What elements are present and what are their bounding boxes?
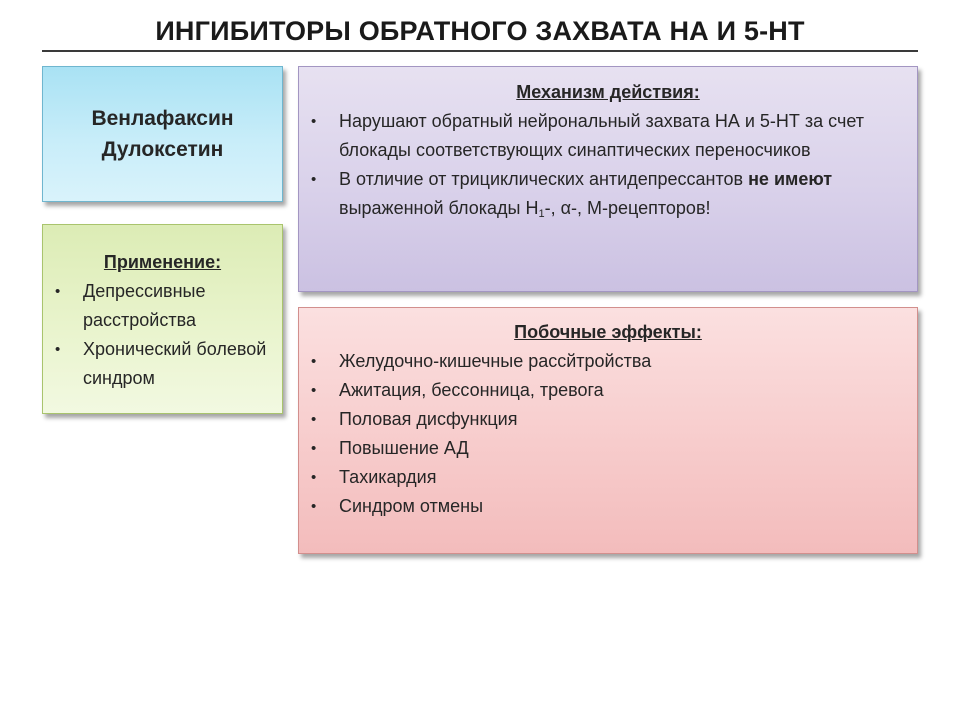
drug-name-duloxetine: Дулоксетин <box>101 138 224 161</box>
application-item-text: Хронический болевой синдром <box>83 339 267 388</box>
bullet-icon: • <box>311 382 317 399</box>
list-item <box>43 277 282 335</box>
mechanism-item-text-end: -, α-, М-рецепторов! <box>544 198 711 218</box>
application-heading: Применение: <box>103 252 222 272</box>
bullet-icon: • <box>311 171 317 188</box>
side-effects-list <box>299 347 917 521</box>
application-item-text: Депрессивные расстройства <box>83 281 206 330</box>
list-item <box>299 463 917 492</box>
mechanism-item-text-start: В отличие от трициклических антидепрессантов <box>339 169 749 189</box>
side-effect-text: Половая дисфункция <box>339 409 518 429</box>
bullet-icon: • <box>311 498 317 515</box>
side-effect-text: Повышение АД <box>339 438 469 458</box>
application-list <box>43 277 282 393</box>
mechanism-list <box>299 107 917 223</box>
title-divider <box>42 50 918 52</box>
side-effect-text: Ажитация, бессонница, тревога <box>339 380 604 400</box>
list-item <box>299 107 901 165</box>
bullet-icon: • <box>311 411 317 428</box>
bullet-icon: • <box>55 341 61 358</box>
slide-title: ИНГИБИТОРЫ ОБРАТНОГО ЗАХВАТА НА И 5-НТ <box>155 16 805 46</box>
mechanism-item-emphasis: не имеют <box>748 169 833 189</box>
side-effects-box <box>298 307 918 554</box>
side-effect-text: Желудочно-кишечные рассйтройства <box>339 351 652 371</box>
mechanism-item-text-middle: выраженной блокады Н <box>339 198 539 218</box>
mechanism-item-subscript: 1 <box>538 208 545 220</box>
bullet-icon: • <box>311 113 317 130</box>
list-item <box>299 376 917 405</box>
bullet-icon: • <box>311 440 317 457</box>
drug-name-venlafaxine: Венлафаксин <box>91 107 234 130</box>
list-item <box>299 434 917 463</box>
list-item <box>43 335 282 393</box>
side-effect-text: Синдром отмены <box>339 496 484 516</box>
list-item <box>299 492 917 521</box>
bullet-icon: • <box>311 469 317 486</box>
mechanism-box <box>298 66 918 292</box>
application-box <box>42 224 283 414</box>
side-effect-text: Тахикардия <box>339 467 437 487</box>
list-item <box>299 165 901 223</box>
mechanism-heading: Механизм действия: <box>516 82 700 102</box>
mechanism-item-text: Нарушают обратный нейрональный захвата НА и 5-НТ за счет блокады соответствующих синаптических переносчиков <box>339 111 864 160</box>
bullet-icon: • <box>55 283 61 300</box>
side-effects-heading: Побочные эффекты: <box>514 322 702 342</box>
drugs-box <box>42 66 283 202</box>
list-item <box>299 347 917 376</box>
list-item <box>299 405 917 434</box>
bullet-icon: • <box>311 353 317 370</box>
